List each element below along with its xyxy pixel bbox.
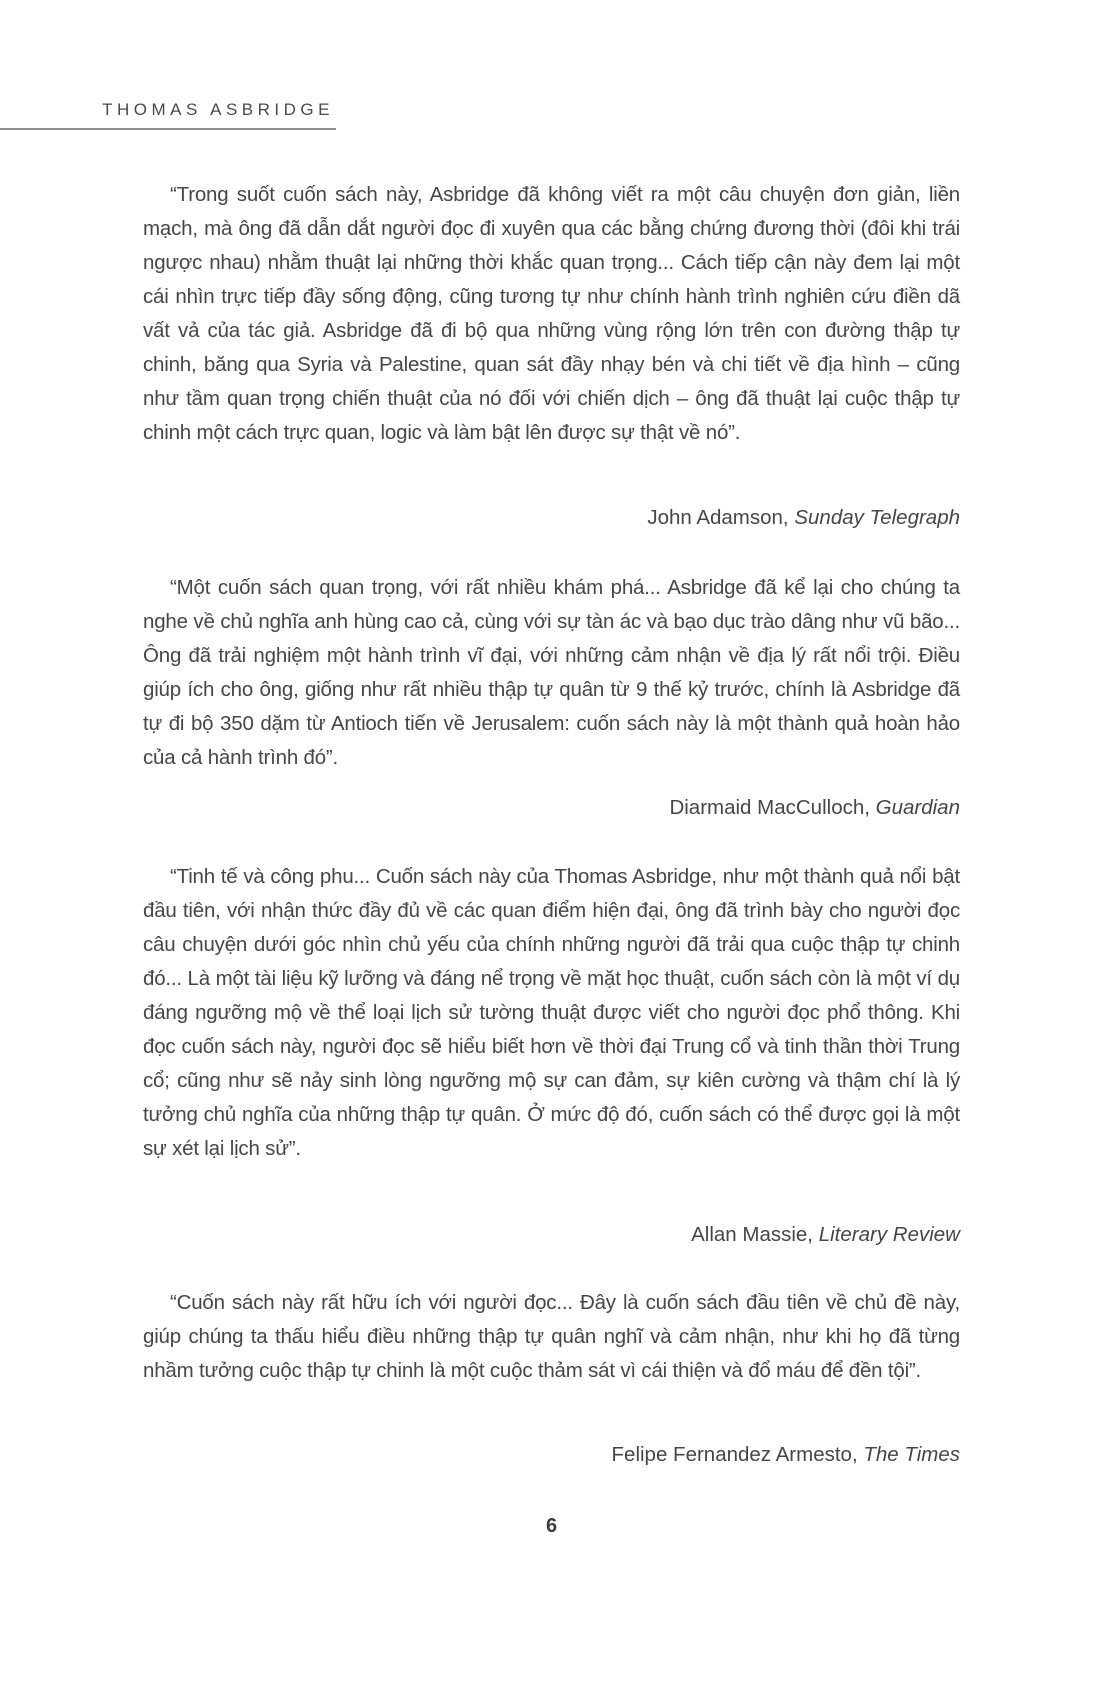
review-attribution <box>143 1438 960 1472</box>
review-source: Literary Review <box>818 1223 960 1246</box>
reviewer-name: Allan Massie, <box>691 1223 814 1246</box>
running-head-author: THOMAS ASBRIDGE <box>102 100 334 119</box>
reviewer-name: John Adamson, <box>647 506 789 529</box>
review-quote: “Cuốn sách này rất hữu ích với người đọc... Đây là cuốn sách đầu tiên về chủ đề này, giúp chúng ta thấu hiểu điều những thập tự quân nghĩ và cảm nhận, như khi họ đã từng nhầm tưởng cuộc thập tự chinh là một cuộc thảm sát vì cái thiện và đổ máu để đền tội”. <box>143 1291 960 1382</box>
review-attribution <box>143 791 960 825</box>
review-source: Sunday Telegraph <box>794 506 960 529</box>
header-rule <box>0 128 336 130</box>
reviewer-name: Diarmaid MacCulloch, <box>669 796 870 819</box>
review-quote: “Một cuốn sách quan trọng, với rất nhiều khám phá... Asbridge đã kể lại cho chúng ta nghe về chủ nghĩa anh hùng cao cả, cùng với sự tàn ác và bạo dục trào dâng như vũ bão... Ông đã trải nghiệm một hành trình vĩ đại, với những cảm nhận về địa lý rất nổi trội. Điều giúp ích cho ông, giống như rất nhiều thập tự quân từ 9 thế kỷ trước, chính là Asbridge đã tự đi bộ 350 dặm từ Antioch tiến về Jerusalem: cuốn sách này là một thành quả hoàn hảo của cả hành trình đó”. <box>143 576 960 769</box>
review-source: Guardian <box>875 796 960 819</box>
review-quote: “Trong suốt cuốn sách này, Asbridge đã không viết ra một câu chuyện đơn giản, liền mạch, mà ông đã dẫn dắt người đọc đi xuyên qua các bằng chứng đương thời (đôi khi trái ngược nhau) nhằm thuật lại những thời khắc quan trọng... Cách tiếp cận này đem lại một cái nhìn trực tiếp đầy sống động, cũng tương tự như chính hành trình nghiên cứu điền dã vất vả của tác giả. Asbridge đã đi bộ qua những vùng rộng lớn trên con đường thập tự chinh, băng qua Syria và Palestine, quan sát đầy nhạy bén và chi tiết về địa hình – cũng như tầm quan trọng chiến thuật của nó đối với chiến dịch – ông đã thuật lại cuộc thập tự chinh một cách trực quan, logic và làm bật lên được sự thật về nó”. <box>143 183 960 444</box>
review-attribution <box>143 501 960 535</box>
review-source: The Times <box>863 1443 960 1466</box>
review-quote: “Tinh tế và công phu... Cuốn sách này của Thomas Asbridge, như một thành quả nổi bật đầu tiên, với nhận thức đầy đủ về các quan điểm hiện đại, ông đã trình bày cho người đọc câu chuyện dưới góc nhìn chủ yếu của chính những người đã trải qua cuộc thập tự chinh đó... Là một tài liệu kỹ lưỡng và đáng nể trọng về mặt học thuật, cuốn sách còn là một ví dụ đáng ngưỡng mộ về thể loại lịch sử tường thuật được viết cho người đọc phổ thông. Khi đọc cuốn sách này, người đọc sẽ hiểu biết hơn về thời đại Trung cổ và tinh thần thời Trung cổ; cũng như sẽ nảy sinh lòng ngưỡng mộ sự can đảm, sự kiên cường và thậm chí là lý tưởng chủ nghĩa của những thập tự quân. Ở mức độ đó, cuốn sách có thể được gọi là một sự xét lại lịch sử”. <box>143 865 960 1160</box>
page-number: 6 <box>545 1515 558 1537</box>
reviewer-name: Felipe Fernandez Armesto, <box>611 1443 858 1466</box>
review-attribution <box>143 1218 960 1252</box>
